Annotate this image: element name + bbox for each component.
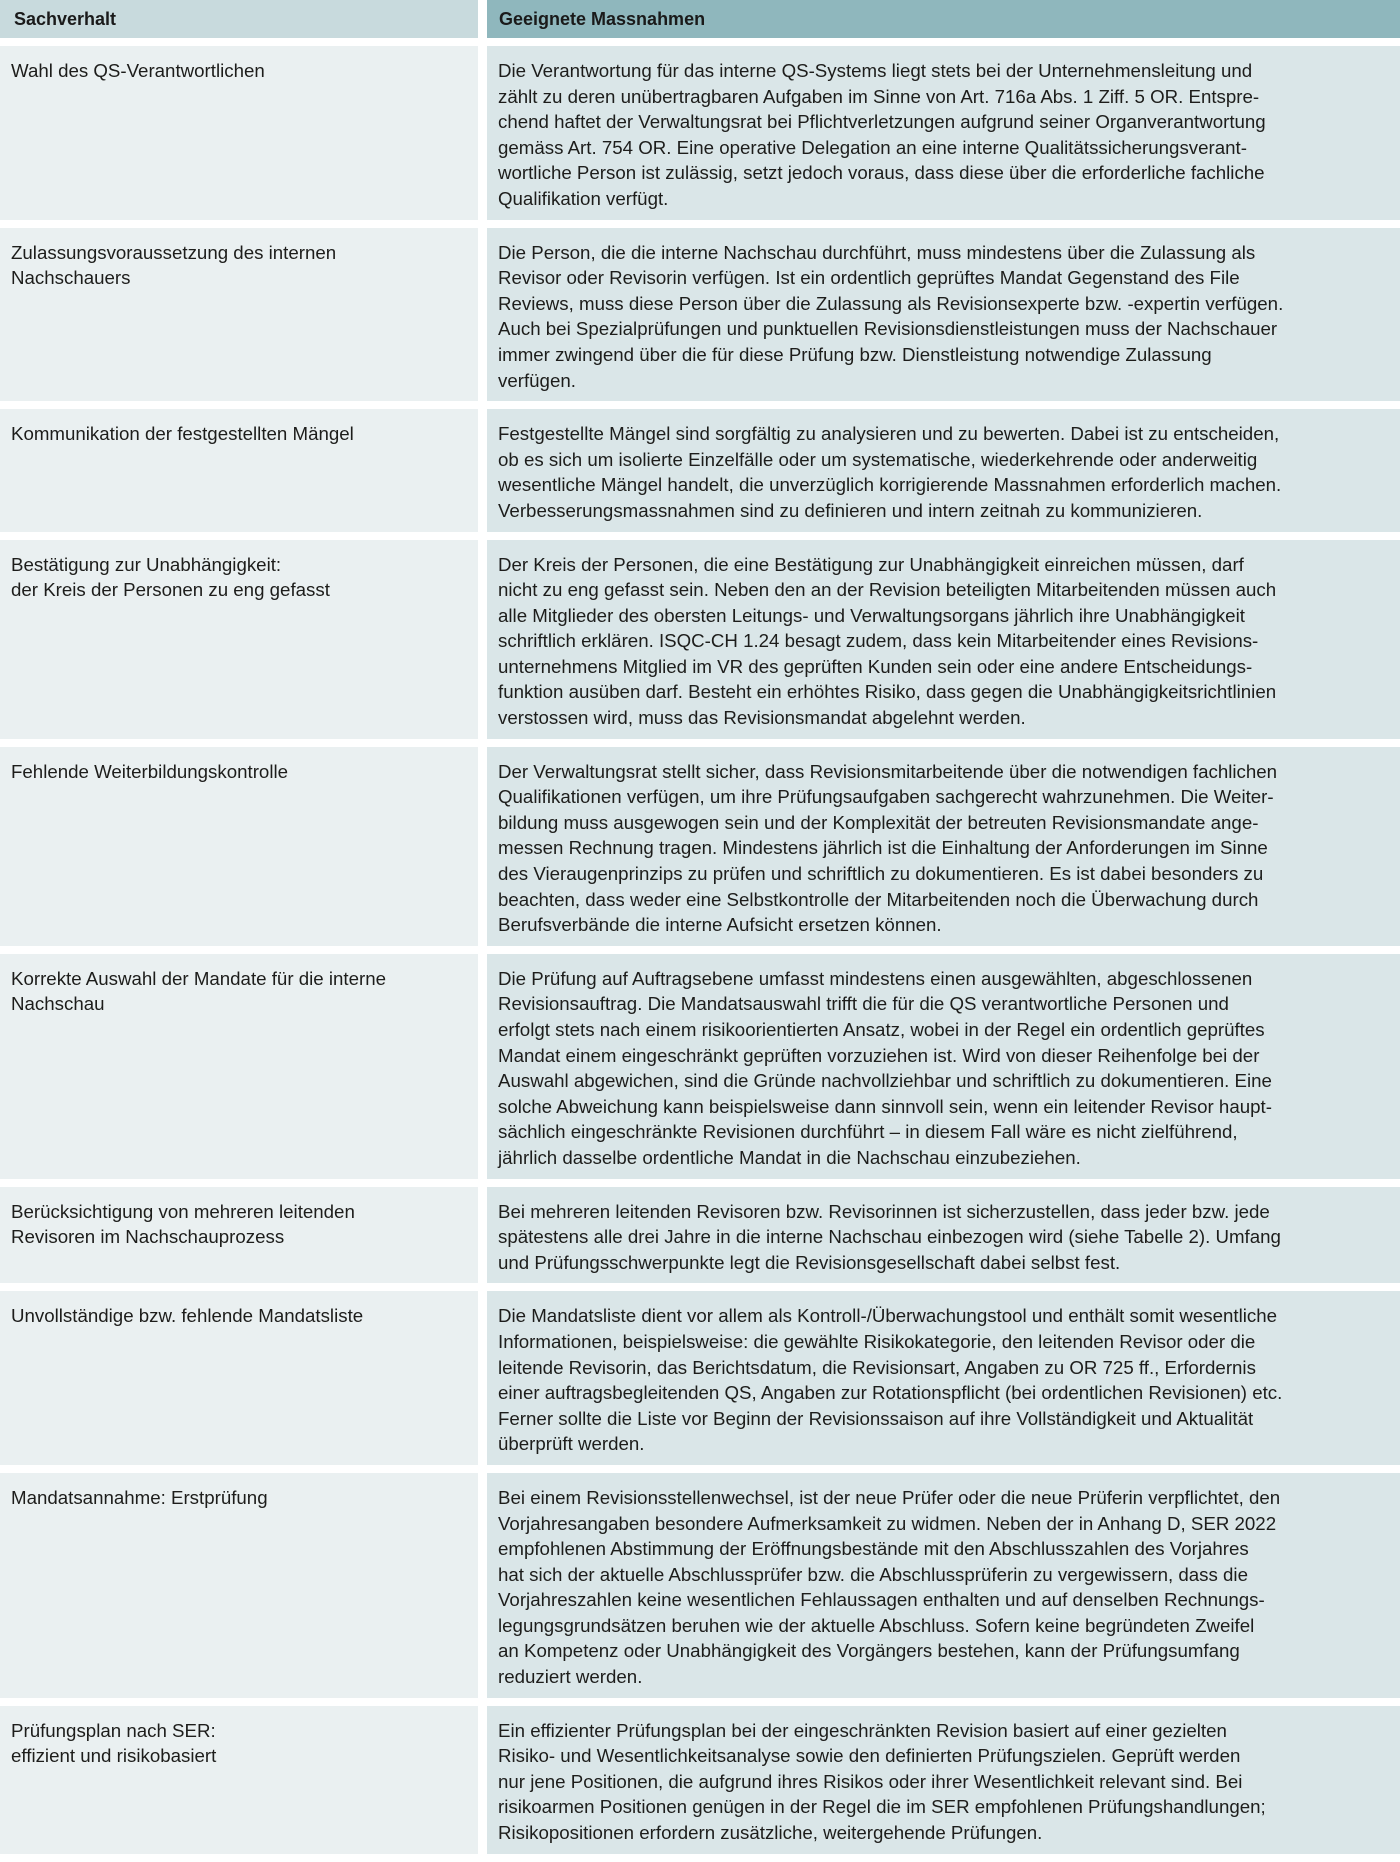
topic-cell: [0, 1187, 478, 1284]
measure-text: Bei mehreren leitenden Revisoren bzw. Revisorinnen ist sicherzustellen, dass jeder bzw. jede spätestens alle drei Jahre in die interne Nachschau einbezogen wird (siehe Tabelle 2). Umfang und Prüfungsschwerpunkte legt die Revisionsgesellschaft dabei selbst fest.: [498, 1200, 1281, 1273]
measure-cell: [487, 1291, 1400, 1465]
measure-cell: [487, 747, 1400, 946]
topic-text: Zulassungsvoraussetzung des internen Nachschauers: [11, 241, 337, 289]
table-row: [0, 1187, 1400, 1284]
table-row: [0, 1473, 1400, 1698]
measure-cell: [487, 409, 1400, 531]
topic-cell: [0, 409, 478, 531]
measure-text: Ein effizienter Prüfungsplan bei der eingeschränkten Revision basiert auf einer gezielten Risiko- und Wesentlichkeitsanalyse sowie den definierten Prüfungszielen. Geprüft werden nur jene Positionen, die aufgrund ihres Risikos oder ihrer Wesentlichkeit relevant sind. Bei risikoarmen Positionen genügen in der Regel die im SER empfohlenen Prüfungshandlungen; Risikopositionen erfordern zusätzliche, weitergehende Prüfungen.: [498, 1719, 1266, 1844]
measure-text: Bei einem Revisionsstellenwechsel, ist der neue Prüfer oder die neue Prüferin verpflichtet, den Vorjahresangaben besondere Aufmerksamkeit zu widmen. Neben der in Anhang D, SER 2022 empfohlenen Abstimmung der Eröffnungsbestände mit den Abschlusszahlen des Vorjahres hat sich der aktuelle Abschlussprüfer bzw. die Abschlussprüferin zu vergewissern, dass die Vorjahreszahlen keine wesentlichen Fehlaussagen enthalten und auf denselben Rechnungs- legungsgrundsätzen beruhen wie der aktuelle Abschluss. Sofern keine begründeten Zweifel an Kompetenz oder Unabhängigkeit des Vorgängers bestehen, kann der Prüfungsumfang reduziert werden.: [498, 1486, 1281, 1688]
table-row: [0, 954, 1400, 1179]
topic-text: Bestätigung zur Unabhängigkeit: der Kreis der Personen zu eng gefasst: [11, 553, 330, 601]
table-row: [0, 228, 1400, 402]
measure-cell: [487, 1706, 1400, 1854]
measure-cell: [487, 228, 1400, 402]
topic-text: Unvollständige bzw. fehlende Mandatsliste: [11, 1305, 364, 1327]
measure-text: Festgestellte Mängel sind sorgfältig zu analysieren und zu bewerten. Dabei ist zu entscheiden, ob es sich um isolierte Einzelfälle oder um systematische, wiederkehrende oder anderweitig wesentliche Mängel handelt, die unverzüglich korrigierende Massnahmen erforderlich machen. Verbesserungsmassnahmen sind zu definieren und intern zeitnah zu kommunizieren.: [498, 423, 1282, 521]
topic-text: Fehlende Weiterbildungskontrolle: [11, 760, 289, 782]
measure-cell: [487, 46, 1400, 220]
topic-text: Korrekte Auswahl der Mandate für die interne Nachschau: [11, 967, 386, 1015]
measure-text: Die Person, die die interne Nachschau durchführt, muss mindestens über die Zulassung als Revisor oder Revisorin verfügen. Ist ein ordentlich geprüftes Mandat Gegenstand des File Reviews, muss diese Person über die Zulassung als Revisionsexperte bzw. -expertin verfügen. Auch bei Spezialprüfungen und punktuellen Revisionsdienstleistungen muss der Nachschauer immer zwingend über die für diese Prüfung bzw. Dienstleistung notwendige Zulassung verfügen.: [498, 241, 1284, 391]
header-massnahmen: Geeignete Massnahmen: [499, 8, 706, 29]
topic-cell: [0, 747, 478, 946]
topic-cell: [0, 1473, 478, 1698]
topic-cell: [0, 1291, 478, 1465]
measure-cell: [487, 1473, 1400, 1698]
measure-text: Der Verwaltungsrat stellt sicher, dass Revisionsmitarbeitende über die notwendigen fachlichen Qualifikationen verfügen, um ihre Prüfungsaufgaben sachgerecht wahrzunehmen. Die Weiter- bildung muss ausgewogen sein und der Komplexität der betreuten Revisionsmandate ange- messen Rechnung tragen. Mindestens jährlich ist die Einhaltung der Anforderungen im Sinne des Vieraugenprinzips zu prüfen und schriftlich zu dokumentieren. Es ist dabei besonders zu beachten, dass weder eine Selbstkontrolle der Mitarbeitenden noch die Überwachung durch Berufsverbände die interne Aufsicht ersetzen können.: [498, 760, 1278, 936]
table-row: [0, 747, 1400, 946]
topic-cell: [0, 1706, 478, 1854]
topic-cell: [0, 228, 478, 402]
table-row: [0, 46, 1400, 220]
header-cell-massnahmen: [487, 0, 1400, 38]
measure-text: Die Verantwortung für das interne QS-Systems liegt stets bei der Unternehmensleitung und zählt zu deren unübertragbaren Aufgaben im Sinne von Art. 716a Abs. 1 Ziff. 5 OR. Entspre- chend haftet der Verwaltungsrat bei Pflichtverletzungen aufgrund seiner Organverantwortung gemäss Art. 754 OR. Eine operative Delegation an eine interne Qualitätssicherungsverant- wortliche Person ist zulässig, setzt jedoch voraus, dass diese über die erforderliche fachliche Qualifikation verfügt.: [498, 60, 1266, 209]
topic-cell: [0, 540, 478, 739]
measure-cell: [487, 540, 1400, 739]
topic-cell: [0, 954, 478, 1179]
topic-text: Mandatsannahme: Erstprüfung: [11, 1486, 268, 1508]
topic-text: Kommunikation der festgestellten Mängel: [11, 423, 354, 445]
topic-text: Prüfungsplan nach SER: effizient und risikobasiert: [11, 1719, 217, 1767]
topic-text: Wahl des QS-Verantwortlichen: [11, 60, 265, 81]
measure-cell: [487, 1187, 1400, 1284]
measure-text: Der Kreis der Personen, die eine Bestätigung zur Unabhängigkeit einreichen müssen, darf nicht zu eng gefasst sein. Neben den an der Revision beteiligten Mitarbeitenden müssen auch alle Mitglieder des obersten Leitungs- und Verwaltungsorgans jährlich ihre Unabhängigkeit schriftlich erklären. ISQC-CH 1.24 besagt zudem, dass kein Mitarbeitender eines Revisions- unternehmens Mitglied im VR des geprüften Kunden sein oder eine andere Entscheidungs- funktion ausüben darf. Besteht ein erhöhtes Risiko, dass gegen die Unabhängigkeitsrichtlinien verstossen wird, muss das Revisionsmandat abgelehnt werden.: [498, 553, 1277, 729]
table-row: [0, 540, 1400, 739]
measure-text: Die Mandatsliste dient vor allem als Kontroll-/Überwachungstool und enthält somit wesentliche Informationen, beispielsweise: die gewählte Risikokategorie, den leitenden Revisor oder die leitende Revisorin, das Berichtsdatum, die Revisionsart, Angaben zu OR 725 ff., Erfordernis einer auftragsbegleitenden QS, Angaben zur Rotationspflicht (bei ordentlichen Revisionen) etc. Ferner sollte die Liste vor Beginn der Revisionssaison auf ihre Vollständigkeit und Aktualität überprüft werden.: [498, 1305, 1283, 1455]
topic-text: Berücksichtigung von mehreren leitenden Revisoren im Nachschauprozess: [11, 1200, 355, 1248]
table-row: [0, 1291, 1400, 1465]
table-row: [0, 1706, 1400, 1854]
measure-cell: [487, 954, 1400, 1179]
header-sachverhalt: Sachverhalt: [14, 8, 117, 29]
measure-text: Die Prüfung auf Auftragsebene umfasst mindestens einen ausgewählten, abgeschlossenen Revisionsauftrag. Die Mandatsauswahl trifft die für die QS verantwortliche Personen und erfolgt stets nach einem risikoorientierten Ansatz, wobei in der Regel ein ordentlich geprüftes Mandat einem eingeschränkt geprüften vorzuziehen ist. Wird von dieser Reihenfolge bei der Auswahl abgewichen, sind die Gründe nachvollziehbar und schriftlich zu dokumentieren. Eine solche Abweichung kann beispielsweise dann sinnvoll sein, wenn ein leitender Revisor haupt- sächlich eingeschränkte Revisionen durchführt – in diesem Fall wäre es nicht zielführend, jährlich dasselbe ordentliche Mandat in die Nachschau einzubeziehen.: [498, 967, 1272, 1168]
header-cell-sachverhalt: [0, 0, 478, 38]
table-header: [0, 0, 1400, 38]
table-row: [0, 409, 1400, 531]
topic-cell: [0, 46, 478, 220]
